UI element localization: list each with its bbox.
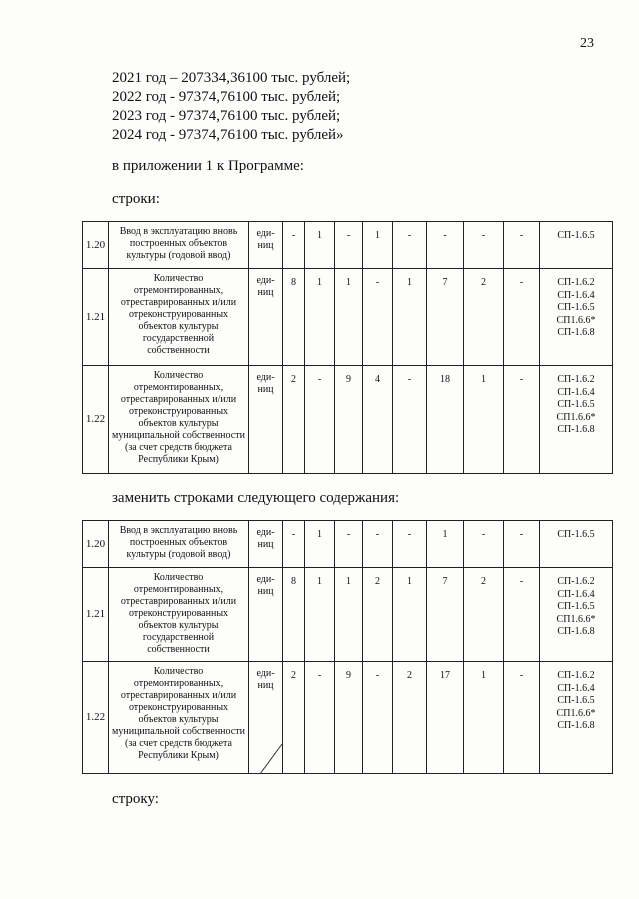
value-cell: 1	[427, 521, 464, 568]
value-cell: -	[335, 222, 363, 269]
value-cell: -	[464, 521, 504, 568]
row-number: 1.22	[83, 366, 109, 474]
value-cell: -	[504, 222, 540, 269]
value-cell: -	[393, 366, 427, 474]
code-item: СП-1.6.2	[557, 576, 595, 587]
value-cell: 2	[464, 269, 504, 366]
table-row	[83, 521, 613, 568]
unit-cell: еди-ниц	[249, 222, 283, 269]
codes-cell	[540, 269, 613, 366]
code-item: СП1.6.6*	[556, 707, 596, 719]
indicator-name: Ввод в эксплуатацию вновь построенных объектов культуры (годовой ввод)	[109, 521, 249, 568]
value-cell: -	[305, 662, 335, 774]
value-cell: 1	[464, 366, 504, 474]
code-item: СП-1.6.2	[557, 277, 595, 288]
value-cell: 1	[393, 568, 427, 662]
code-item: СП-1.6.2	[557, 374, 595, 385]
value-cell: 2	[363, 568, 393, 662]
value-cell: -	[335, 521, 363, 568]
indicator-name: Количество отремонтированных, отреставрированных и/или отреконструированных объектов культуры государственной собственности	[109, 568, 249, 662]
table-row	[83, 222, 613, 269]
value-cell: 1	[335, 568, 363, 662]
value-cell: -	[504, 269, 540, 366]
unit-cell: еди-ниц	[249, 366, 283, 474]
single-row-paragraph: строку:	[112, 791, 159, 807]
indicator-name: Количество отремонтированных, отреставрированных и/или отреконструированных объектов культуры муниципальной собственности (за счет средств бюджета Республики Крым)	[109, 366, 249, 474]
value-cell: 1	[305, 269, 335, 366]
indicator-name: Количество отремонтированных, отреставрированных и/или отреконструированных объектов культуры государственной собственности	[109, 269, 249, 366]
code-item: СП1.6.6*	[556, 314, 596, 326]
value-cell: 1	[305, 568, 335, 662]
value-cell: -	[363, 521, 393, 568]
value-cell: -	[504, 662, 540, 774]
codes-cell	[540, 366, 613, 474]
code-item: СП-1.6.4	[557, 289, 595, 301]
value-cell: 1	[305, 222, 335, 269]
value-cell: -	[305, 366, 335, 474]
value-cell: 9	[335, 366, 363, 474]
value-cell: -	[464, 222, 504, 269]
budget-line-2021: 2021 год – 207334,36100 тыс. рублей;	[112, 70, 351, 86]
code-item: СП-1.6.5	[557, 601, 595, 612]
value-cell: -	[504, 521, 540, 568]
code-item: СП-1.6.5	[557, 302, 595, 313]
value-cell: -	[427, 222, 464, 269]
code-item: СП-1.6.5	[557, 399, 595, 410]
replace-paragraph: заменить строками следующего содержания:	[112, 490, 400, 506]
unit-cell: еди-ниц	[249, 568, 283, 662]
value-cell: 2	[464, 568, 504, 662]
row-number: 1.20	[83, 222, 109, 269]
row-number: 1.20	[83, 521, 109, 568]
value-cell: 1	[393, 269, 427, 366]
value-cell: 1	[464, 662, 504, 774]
table-row	[83, 568, 613, 662]
value-cell: 8	[283, 568, 305, 662]
page-number: 23	[580, 36, 594, 51]
value-cell: 17	[427, 662, 464, 774]
code-item: СП-1.6.8	[557, 626, 595, 637]
value-cell: 7	[427, 269, 464, 366]
codes-cell	[540, 662, 613, 774]
new-rows-table	[82, 520, 613, 774]
value-cell: -	[393, 222, 427, 269]
value-cell: 4	[363, 366, 393, 474]
budget-line-2024: 2024 год - 97374,76100 тыс. рублей»	[112, 127, 344, 143]
indicator-name: Ввод в эксплуатацию вновь построенных объектов культуры (годовой ввод)	[109, 222, 249, 269]
row-number: 1.21	[83, 269, 109, 366]
code-item: СП-1.6.8	[557, 327, 595, 338]
codes-cell	[540, 568, 613, 662]
code-item: СП-1.6.8	[557, 720, 595, 731]
value-cell: 2	[283, 662, 305, 774]
code-item: СП1.6.6*	[556, 411, 596, 423]
unit-cell: еди-ниц	[249, 521, 283, 568]
value-cell: 9	[335, 662, 363, 774]
unit-cell: еди-ниц	[249, 662, 283, 774]
value-cell: -	[393, 521, 427, 568]
value-cell: -	[504, 366, 540, 474]
code-item: СП-1.6.2	[557, 670, 595, 681]
row-number: 1.21	[83, 568, 109, 662]
code-item: СП-1.6.4	[557, 588, 595, 600]
value-cell: 18	[427, 366, 464, 474]
code-item: СП1.6.6*	[556, 613, 596, 625]
value-cell: -	[283, 222, 305, 269]
indicator-name: Количество отремонтированных, отреставрированных и/или отреконструированных объектов культуры муниципальной собственности (за счет средств бюджета Республики Крым)	[109, 662, 249, 774]
budget-line-2022: 2022 год - 97374,76100 тыс. рублей;	[112, 89, 341, 105]
code-item: СП-1.6.4	[557, 682, 595, 694]
value-cell: 1	[363, 222, 393, 269]
value-cell: 2	[393, 662, 427, 774]
table-row	[83, 366, 613, 474]
value-cell: -	[363, 662, 393, 774]
value-cell: -	[504, 568, 540, 662]
value-cell: 7	[427, 568, 464, 662]
value-cell: 1	[335, 269, 363, 366]
unit-cell: еди-ниц	[249, 269, 283, 366]
code-item: СП-1.6.8	[557, 424, 595, 435]
code-item: СП-1.6.4	[557, 386, 595, 398]
budget-line-2023: 2023 год - 97374,76100 тыс. рублей;	[112, 108, 341, 124]
old-rows-table	[82, 221, 613, 474]
row-number: 1.22	[83, 662, 109, 774]
codes-cell	[540, 222, 613, 269]
rows-paragraph: строки:	[112, 191, 160, 207]
appendix-paragraph: в приложении 1 к Программе:	[112, 158, 304, 174]
value-cell: 1	[305, 521, 335, 568]
code-item: СП-1.6.5	[557, 230, 595, 241]
value-cell: -	[283, 521, 305, 568]
code-item: СП-1.6.5	[557, 695, 595, 706]
value-cell: 8	[283, 269, 305, 366]
pen-tick-mark	[258, 742, 288, 776]
table-row	[83, 269, 613, 366]
code-item: СП-1.6.5	[557, 529, 595, 540]
table-row	[83, 662, 613, 774]
value-cell: -	[363, 269, 393, 366]
codes-cell	[540, 521, 613, 568]
value-cell: 2	[283, 366, 305, 474]
